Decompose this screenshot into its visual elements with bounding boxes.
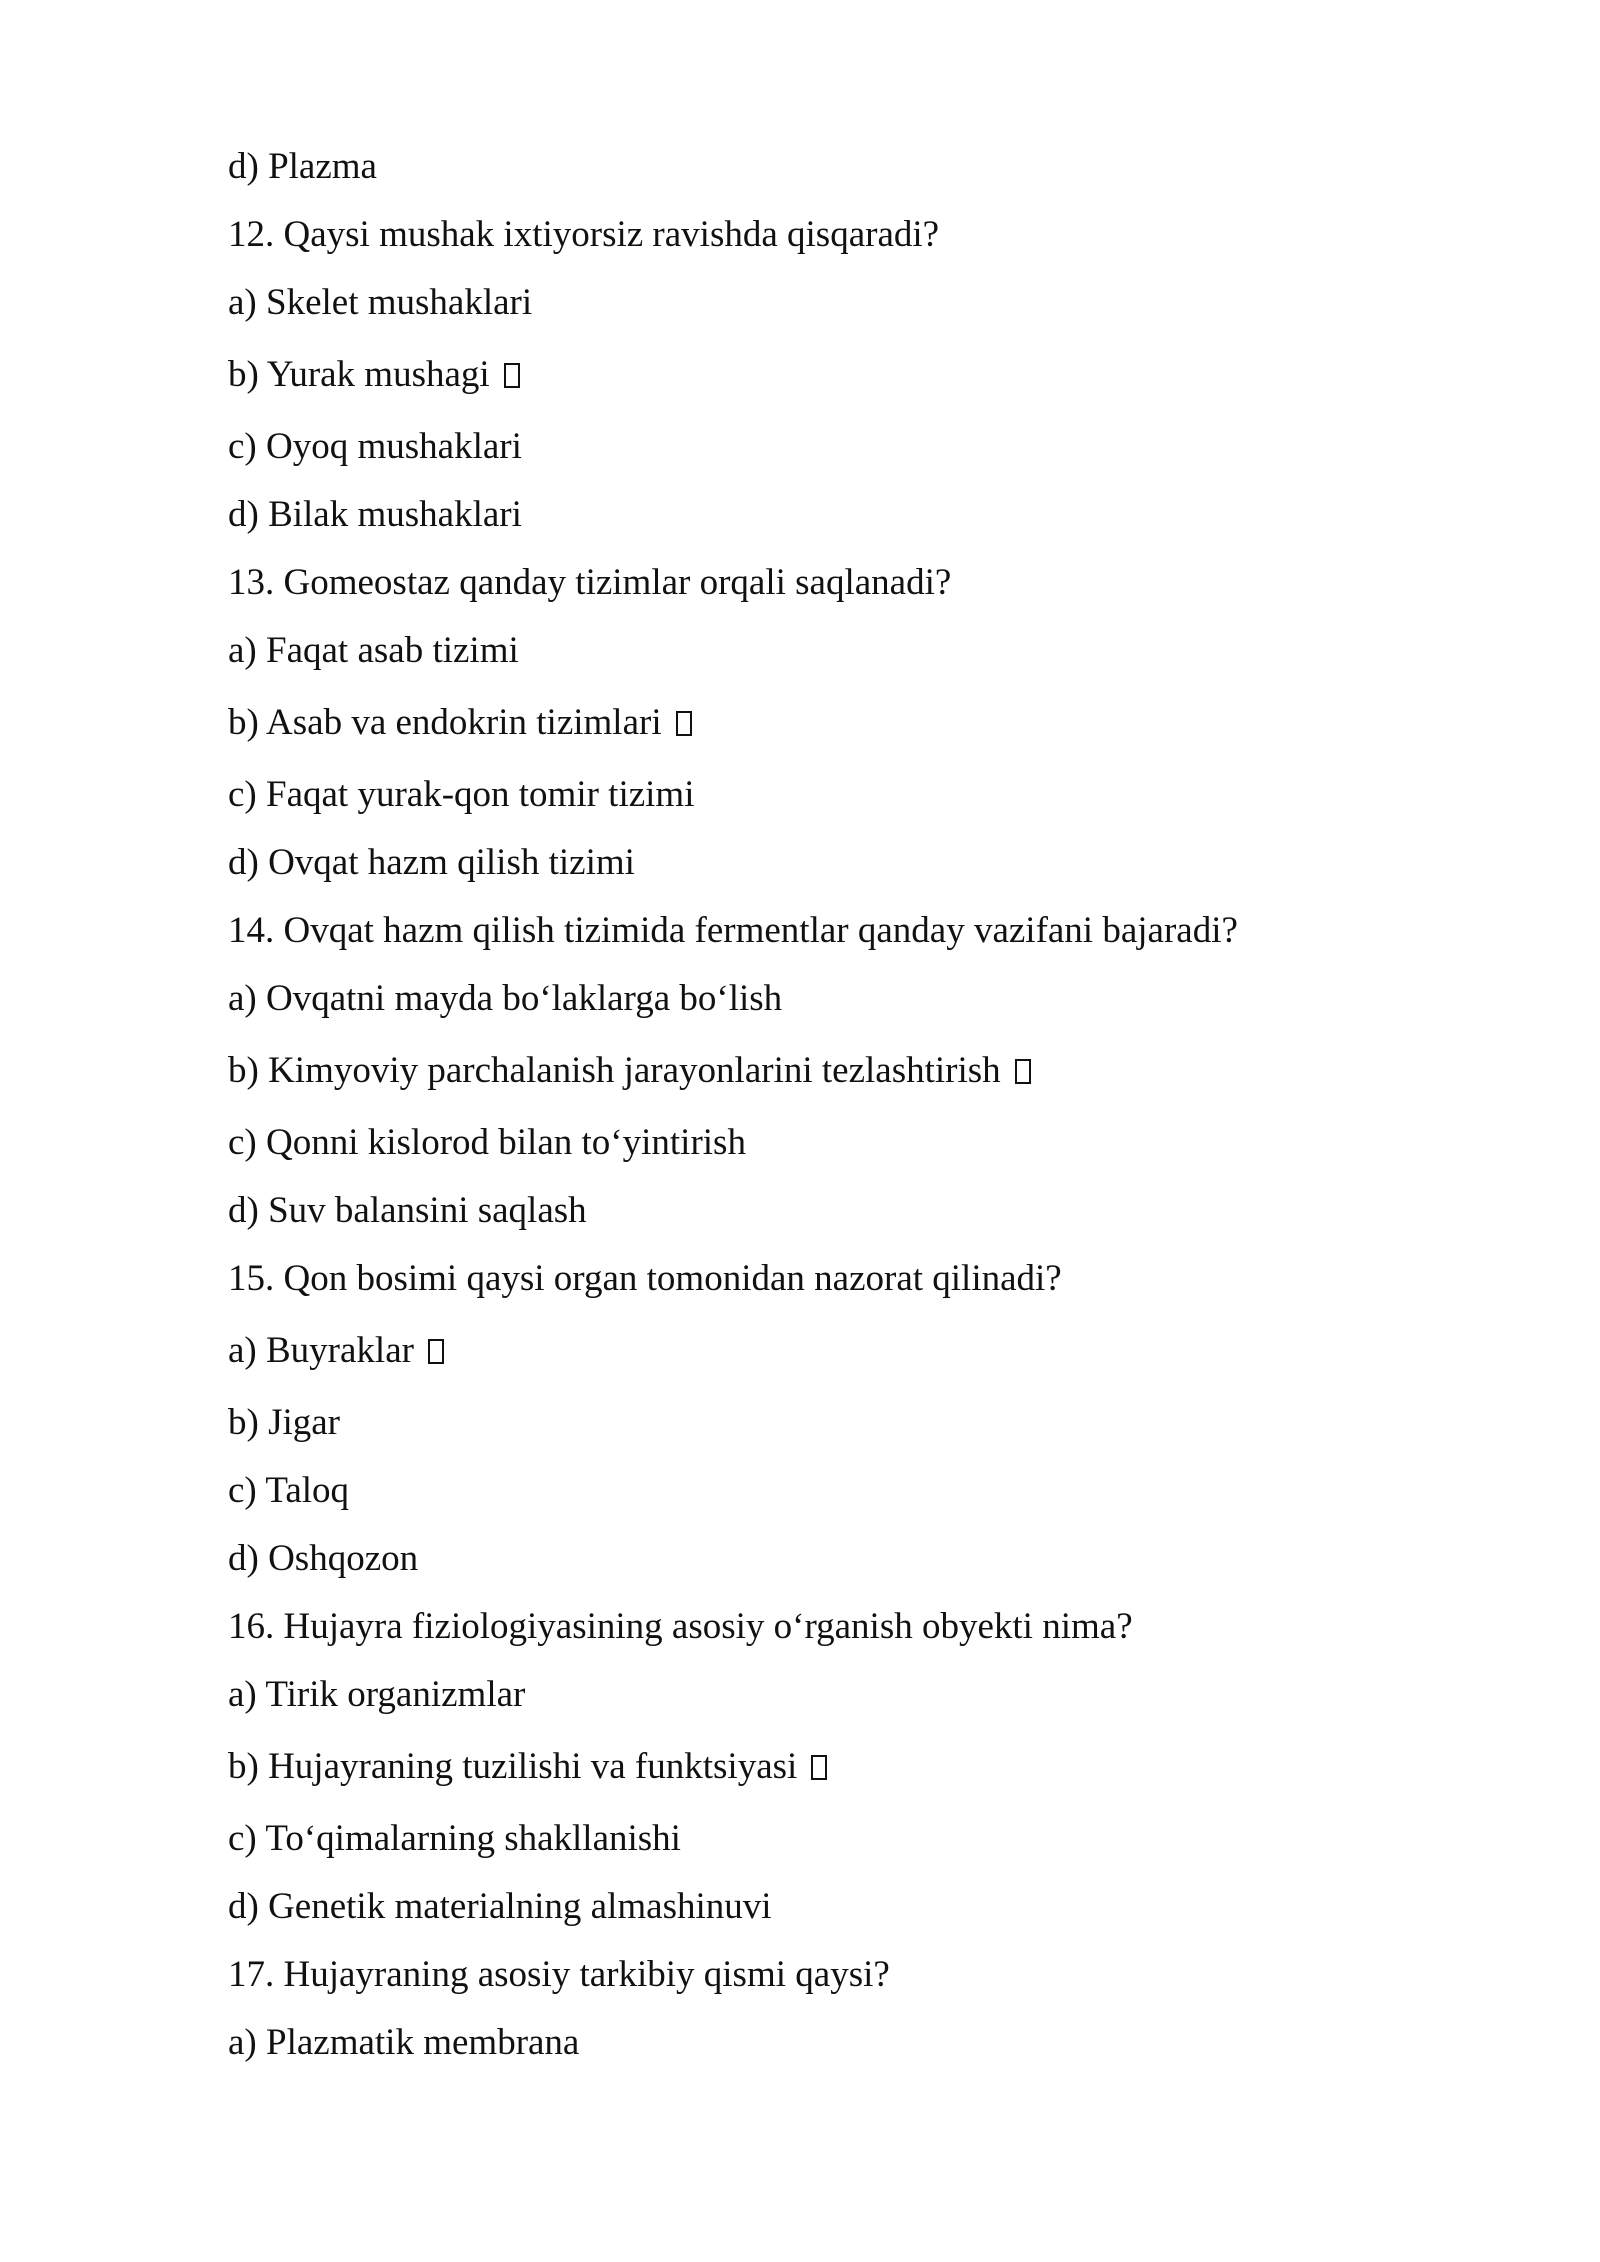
answer-mark-icon	[1015, 1059, 1031, 1084]
answer-mark-icon	[504, 363, 520, 388]
answer-option: b) Jigar	[228, 1402, 340, 1443]
question-text: 13. Gomeostaz qanday tizimlar orqali saqlanadi?	[228, 562, 952, 603]
quiz-content	[228, 148, 1428, 2061]
answer-option: a) Skelet mushaklari	[228, 282, 533, 323]
answer-mark-icon	[428, 1339, 444, 1364]
answer-option: a) Plazmatik membrana	[228, 2022, 580, 2063]
answer-option: d) Genetik materialning almashinuvi	[228, 1886, 772, 1927]
answer-mark-icon	[676, 711, 692, 736]
answer-option: d) Suv balansini saqlash	[228, 1190, 587, 1231]
answer-option: c) Oyoq mushaklari	[228, 426, 522, 467]
answer-option: a) Tirik organizmlar	[228, 1674, 526, 1715]
answer-option: d) Plazma	[228, 146, 377, 187]
answer-option-correct: b) Asab va endokrin tizimlari	[228, 704, 1428, 741]
answer-option: c) Faqat yurak-qon tomir tizimi	[228, 774, 695, 815]
answer-option: a) Ovqatni mayda bo‘laklarga bo‘lish	[228, 978, 783, 1019]
answer-option-correct: a) Buyraklar	[228, 1332, 1428, 1369]
question-text: 16. Hujayra fiziologiyasining asosiy o‘rganish obyekti nima?	[228, 1606, 1133, 1647]
answer-option-correct: b) Hujayraning tuzilishi va funktsiyasi	[228, 1748, 1428, 1785]
answer-option-correct: b) Yurak mushagi	[228, 356, 1428, 393]
question-text: 15. Qon bosimi qaysi organ tomonidan nazorat qilinadi?	[228, 1258, 1062, 1299]
answer-option: d) Oshqozon	[228, 1538, 419, 1579]
answer-option: c) Qonni kislorod bilan to‘yintirish	[228, 1122, 746, 1163]
answer-option-correct: b) Kimyoviy parchalanish jarayonlarini tezlashtirish	[228, 1052, 1428, 1089]
answer-option: d) Ovqat hazm qilish tizimi	[228, 842, 635, 883]
answer-option: d) Bilak mushaklari	[228, 494, 522, 535]
answer-option: c) To‘qimalarning shakllanishi	[228, 1818, 681, 1859]
question-text: 14. Ovqat hazm qilish tizimida fermentlar qanday vazifani bajaradi?	[228, 910, 1238, 951]
answer-option: a) Faqat asab tizimi	[228, 630, 519, 671]
answer-mark-icon	[811, 1755, 827, 1780]
question-text: 17. Hujayraning asosiy tarkibiy qismi qaysi?	[228, 1954, 890, 1995]
answer-option: c) Taloq	[228, 1470, 350, 1511]
question-text: 12. Qaysi mushak ixtiyorsiz ravishda qisqaradi?	[228, 214, 940, 255]
